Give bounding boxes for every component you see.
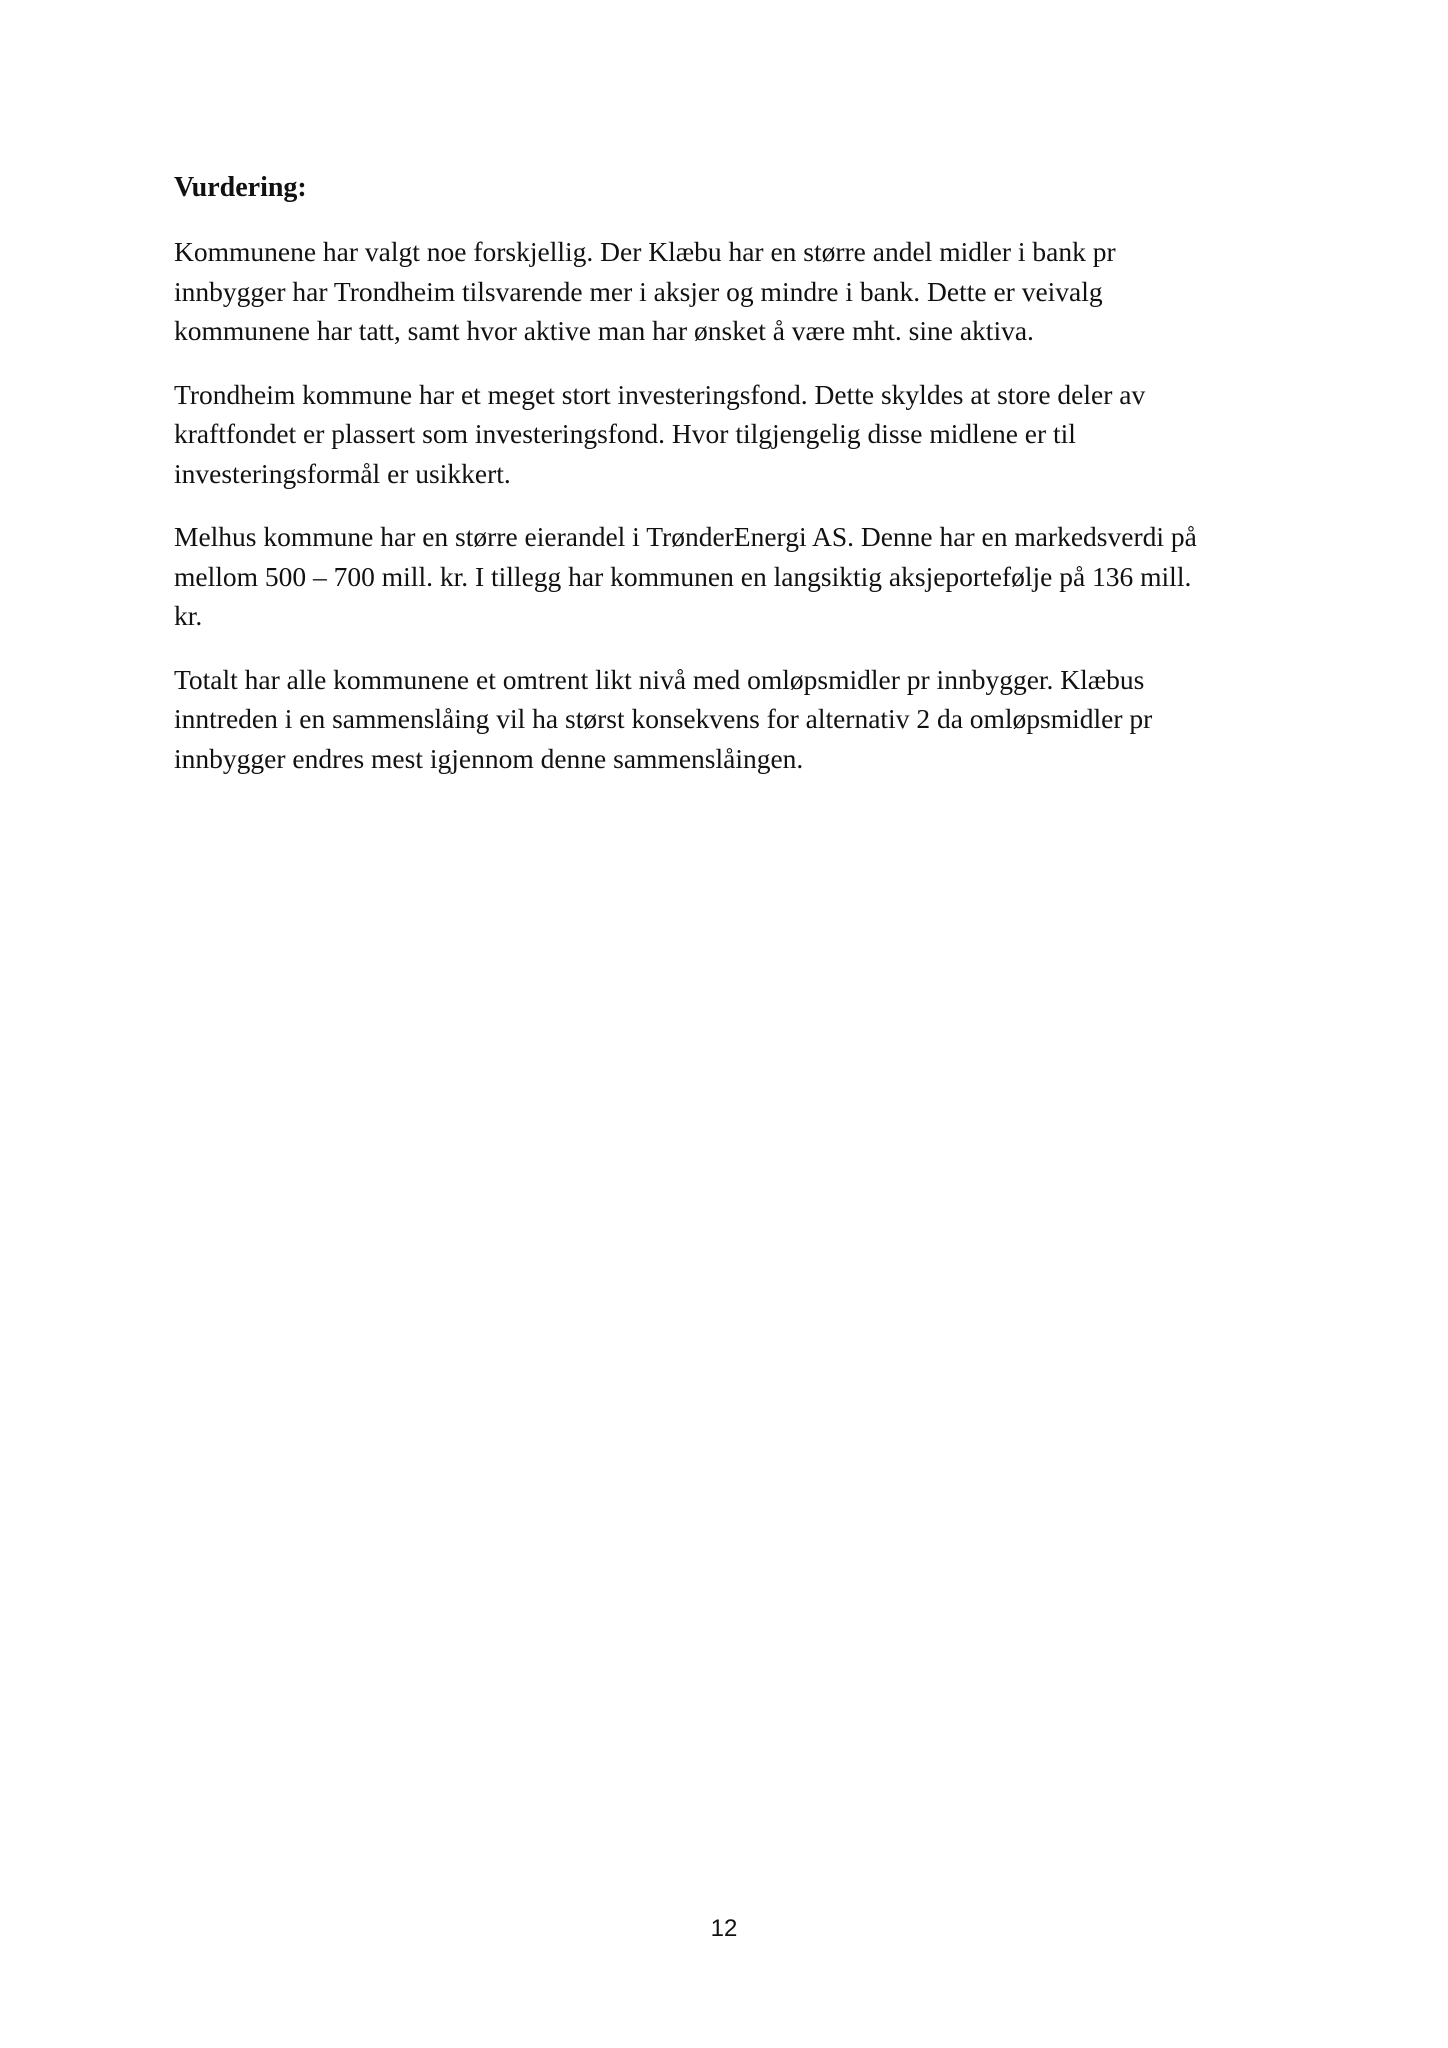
text-line: Melhus kommune har en større eierandel i TrønderEnergi AS. Denne har en markedsverdi på [174, 521, 1197, 552]
text-line: mellom 500 – 700 mill. kr. I tillegg har kommunen en langsiktig aksjeportefølje på 136 mill. [174, 560, 1192, 592]
text-line: inntreden i en sammenslåing vil ha størst konsekvens for alternativ 2 da omløpsmidler pr [174, 703, 1153, 734]
document-body [174, 168, 1294, 802]
paragraph [174, 517, 1294, 636]
text-line: innbygger endres mest igjennom denne sammenslåingen. [174, 742, 804, 774]
text-line: Totalt har alle kommunene et omtrent likt nivå med omløpsmidler pr innbygger. Klæbus [174, 663, 1145, 695]
text-line: innbygger har Trondheim tilsvarende mer i aksjer og mindre i bank. Dette er veivalg [174, 275, 1103, 307]
text-line: kommunene har tatt, samt hvor aktive man har ønsket å være mht. sine aktiva. [174, 315, 1034, 346]
text-line: Kommunene har valgt noe forskjellig. Der Klæbu har en større andel midler i bank pr [174, 236, 1116, 267]
text-line: Trondheim kommune har et meget stort investeringsfond. Dette skyldes at store deler av [174, 378, 1146, 410]
text-line: kr. [174, 600, 203, 631]
section-heading: Vurdering: [174, 172, 307, 203]
paragraph [174, 660, 1294, 779]
paragraph [174, 375, 1294, 494]
page-number: 12 [710, 1915, 738, 1942]
text-line: investeringsformål er usikkert. [174, 457, 511, 489]
text-line: kraftfondet er plassert som investeringsfond. Hvor tilgjengelig disse midlene er til [174, 418, 1076, 449]
paragraph [174, 232, 1294, 351]
